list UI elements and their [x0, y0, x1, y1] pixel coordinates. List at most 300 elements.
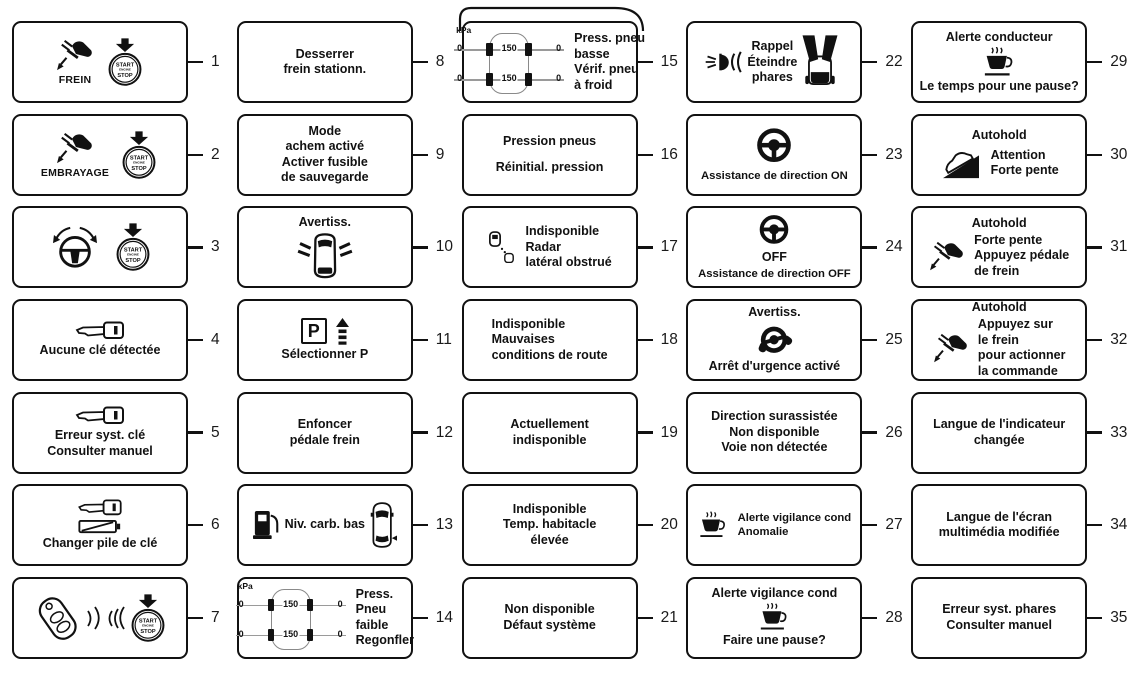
- message-text: [503, 602, 595, 633]
- callout-number: 15: [660, 53, 678, 71]
- icon-text-row: [929, 233, 1069, 280]
- callout-number: 9: [435, 145, 445, 163]
- callout-line: [638, 524, 653, 526]
- message-line: Assistance de direction ON: [700, 169, 848, 182]
- car-on-slope-icon: [940, 145, 982, 181]
- callout-line: [188, 617, 203, 619]
- message-text: [510, 417, 589, 448]
- button-text-stop: STOP: [131, 165, 147, 172]
- message-box-24: [686, 206, 862, 288]
- car-headlights-on-icon: [797, 34, 843, 90]
- message-title: Autohold: [971, 215, 1027, 230]
- callout-tag: [862, 609, 902, 627]
- callout-number: 25: [885, 330, 903, 348]
- cell-19: [462, 386, 687, 479]
- callout-tag: [188, 53, 220, 71]
- callout-line: [1087, 61, 1102, 63]
- message-box-4: [12, 299, 188, 381]
- tpms-value: 0: [238, 628, 244, 639]
- message-line: Desserrer: [295, 46, 354, 61]
- callout-line: [413, 339, 428, 341]
- message-title: Avertiss.: [298, 214, 351, 229]
- message-line: Activer fusible: [281, 154, 368, 169]
- cell-29: [911, 16, 1136, 109]
- callout-tag: [188, 609, 220, 627]
- message-box-5: [12, 392, 188, 474]
- tpms-value: 0: [556, 73, 562, 84]
- cell-2: [12, 109, 237, 202]
- callout-tag: [1087, 331, 1127, 349]
- cell-8: [237, 16, 462, 109]
- message-box-26: [686, 392, 862, 474]
- key-icon: [75, 406, 125, 426]
- callout-number: 3: [211, 238, 220, 256]
- headlight-icon: [705, 50, 747, 74]
- clutch-pedal-icon: [55, 131, 95, 165]
- tpms-value: 150: [283, 598, 299, 609]
- callout-line: [862, 431, 877, 433]
- message-text: [939, 510, 1060, 541]
- steering-wheel-unlock-icon: [47, 225, 103, 269]
- callout-number: 5: [211, 423, 220, 441]
- callout-tag: [413, 424, 453, 442]
- callout-tag: [413, 53, 445, 71]
- message-line: Temp. habitacle: [502, 517, 597, 532]
- message-line: phares: [751, 70, 793, 85]
- cell-24: [686, 201, 911, 294]
- battery-low-icon: [77, 519, 123, 534]
- message-box-25: [686, 299, 862, 381]
- button-text-engine: ENGINE: [142, 623, 154, 628]
- message-line: Changer pile de clé: [42, 535, 158, 550]
- tire-pressure-diagram: [454, 25, 564, 96]
- message-line: Appuyez pédale: [974, 248, 1070, 263]
- callout-number: 27: [885, 516, 903, 534]
- callout-line: [413, 431, 428, 433]
- tire-rear-right: [525, 73, 532, 86]
- message-line: Radar: [525, 239, 561, 254]
- callout-line: [638, 617, 653, 619]
- message-line: Actuellement: [510, 417, 589, 432]
- tire-rear-right: [307, 629, 314, 642]
- callout-number: 21: [660, 608, 678, 626]
- message-line: Direction surassistée: [711, 409, 838, 424]
- message-line: Attention: [990, 147, 1046, 162]
- callout-line: [413, 61, 428, 63]
- car-proximity-warning-icon: [297, 232, 353, 280]
- callout-number: 29: [1110, 53, 1128, 71]
- callout-tag: [862, 516, 902, 534]
- cell-7: [12, 571, 237, 664]
- callout-number: 8: [435, 53, 445, 71]
- cell-10: [237, 201, 462, 294]
- tpms-value: 0: [337, 628, 343, 639]
- steering-wheel-icon: [756, 214, 792, 248]
- message-line: Défaut système: [503, 617, 596, 632]
- coffee-cup-icon: [698, 511, 728, 539]
- message-line: Non disponible: [729, 424, 820, 439]
- cell-25: [686, 294, 911, 387]
- cell-5: [12, 386, 237, 479]
- callout-line: [1087, 154, 1102, 156]
- callout-line: [413, 246, 428, 248]
- key-icon: [75, 499, 125, 517]
- callout-number: 4: [211, 330, 220, 348]
- button-text-start: START: [115, 62, 135, 69]
- cell-23: [686, 109, 911, 202]
- callout-tag: [862, 331, 902, 349]
- callout-line: [188, 246, 203, 248]
- message-title: Avertiss.: [748, 304, 801, 319]
- callout-number: 22: [885, 53, 903, 71]
- icon-text-row: [940, 145, 1059, 181]
- message-box-27: [686, 484, 862, 566]
- callout-number: 2: [211, 145, 220, 163]
- message-line: Langue de l'indicateur: [933, 417, 1066, 432]
- callout-number: 10: [435, 238, 454, 256]
- off-label: OFF: [761, 249, 787, 264]
- message-text: [526, 224, 612, 271]
- message-line: Niv. carb. bas: [284, 517, 365, 532]
- callout-number: 19: [660, 423, 678, 441]
- message-line: achem activé: [285, 139, 365, 154]
- message-line: Alerte vigilance cond: [737, 512, 852, 525]
- start-stop-button-icon: [119, 130, 159, 180]
- callout-number: 33: [1110, 423, 1128, 441]
- message-text: [503, 502, 597, 549]
- fuel-pump-icon: [253, 508, 281, 542]
- tire-front-right: [307, 599, 314, 612]
- tpms-value: 0: [556, 43, 562, 54]
- cell-13: [237, 479, 462, 572]
- button-text-stop: STOP: [140, 628, 156, 635]
- cell-15: [456, 16, 687, 109]
- callout-tag: [638, 331, 678, 349]
- message-text: [991, 148, 1059, 179]
- message-line: Forte pente: [974, 232, 1043, 247]
- message-box-30: [911, 114, 1087, 196]
- side-radar-icon: [488, 231, 516, 263]
- steering-wheel-hands-icon: [749, 322, 799, 358]
- button-text-stop: STOP: [117, 73, 133, 80]
- callout-tag: [1087, 424, 1127, 442]
- message-line: Éteindre: [747, 54, 798, 69]
- message-line: Regonfler: [355, 633, 414, 648]
- tpms-value: 150: [501, 43, 517, 54]
- callout-line: [638, 154, 653, 156]
- message-box-6: [12, 484, 188, 566]
- tpms-value: 150: [501, 73, 517, 84]
- message-line: Consulter manuel: [47, 443, 153, 458]
- callout-number: 12: [435, 423, 454, 441]
- message-line: pour actionner: [977, 348, 1066, 363]
- message-line: Mode: [308, 123, 342, 138]
- message-text: [711, 409, 837, 456]
- callout-tag: [188, 331, 220, 349]
- message-box-2: [12, 114, 188, 196]
- message-title: Autohold: [971, 300, 1027, 315]
- callout-line: [862, 61, 877, 63]
- callout-number: 23: [885, 145, 903, 163]
- message-box-19: [462, 392, 638, 474]
- cell-11: [237, 294, 462, 387]
- message-line: changée: [973, 432, 1025, 447]
- callout-tag: [413, 516, 453, 534]
- message-box-28: [686, 577, 862, 659]
- callout-line: [188, 154, 203, 156]
- callout-number: 35: [1110, 608, 1128, 626]
- steering-wheel-icon: [754, 127, 794, 167]
- cell-9: [237, 109, 462, 202]
- message-text: [747, 39, 797, 86]
- message-line: frein stationn.: [283, 62, 367, 77]
- callout-number: 1: [211, 53, 220, 71]
- tpms-value: 0: [457, 43, 463, 54]
- callout-number: 13: [435, 516, 454, 534]
- callout-line: [1087, 339, 1102, 341]
- callout-tag: [862, 238, 902, 256]
- tire-front-left: [268, 599, 275, 612]
- button-text-engine: ENGINE: [133, 160, 145, 165]
- shift-up-arrow-icon: [336, 318, 349, 345]
- message-line: Press. pneu: [574, 31, 646, 46]
- cell-32: [911, 294, 1136, 387]
- callout-tag: [188, 516, 220, 534]
- message-line: Indisponible: [512, 501, 587, 516]
- callout-line: [1087, 246, 1102, 248]
- message-line: pédale frein: [289, 432, 360, 447]
- tpms-unit: kPa: [237, 580, 253, 591]
- message-box-21: [462, 577, 638, 659]
- cell-35: [911, 571, 1136, 664]
- message-box-13: [237, 484, 413, 566]
- message-line: Consulter manuel: [946, 617, 1052, 632]
- callout-tag: [413, 609, 453, 627]
- message-line: Aucune clé détectée: [39, 343, 161, 358]
- message-line: Appuyez sur: [977, 317, 1053, 332]
- message-line: Indisponible: [491, 316, 566, 331]
- tpms-value: 0: [457, 73, 463, 84]
- tire-rear-left: [486, 73, 493, 86]
- callout-line: [862, 339, 877, 341]
- message-line: de frein: [974, 263, 1020, 278]
- coffee-cup-icon: [982, 47, 1016, 77]
- brake-pedal-icon: [55, 38, 95, 72]
- message-box-16: [462, 114, 638, 196]
- message-text: [290, 417, 360, 448]
- brake-pedal-icon: [929, 240, 965, 272]
- cell-16: [462, 109, 687, 202]
- callout-line: [1087, 617, 1102, 619]
- cell-17: [462, 201, 687, 294]
- message-text: [574, 31, 645, 93]
- message-line: Non disponible: [504, 602, 595, 617]
- message-line: Faire une pause?: [722, 633, 826, 648]
- message-line: basse: [574, 46, 610, 61]
- callout-number: 17: [660, 238, 678, 256]
- callout-number: 32: [1110, 330, 1128, 348]
- message-text: [974, 233, 1069, 280]
- message-box-35: [911, 577, 1087, 659]
- callout-number: 7: [211, 608, 220, 626]
- park-icon: P: [301, 318, 327, 344]
- callout-number: 28: [885, 608, 903, 626]
- message-text: [47, 428, 153, 459]
- callout-tag: [1087, 238, 1127, 256]
- message-title: Autohold: [971, 128, 1027, 143]
- message-line: latéral obstrué: [525, 255, 612, 270]
- message-text: [283, 47, 366, 78]
- cell-26: [686, 386, 911, 479]
- message-box-18: [462, 299, 638, 381]
- message-line: Erreur syst. phares: [942, 602, 1057, 617]
- callout-tag: [638, 424, 678, 442]
- tire-front-left: [486, 43, 493, 56]
- callout-tag: [413, 146, 445, 164]
- callout-line: [413, 524, 428, 526]
- callout-number: 6: [211, 516, 220, 534]
- callout-number: 18: [660, 330, 678, 348]
- pedal-label: FREIN: [58, 74, 92, 87]
- message-box-12: [237, 392, 413, 474]
- icon-text-row: [933, 317, 1066, 379]
- cell-18: [462, 294, 687, 387]
- message-line: Arrêt d'urgence activé: [708, 359, 841, 374]
- message-box-22: [686, 21, 862, 103]
- callout-number: 30: [1110, 145, 1128, 163]
- cell-33: [911, 386, 1136, 479]
- callout-tag: [413, 331, 452, 349]
- message-title: Alerte vigilance cond: [711, 586, 838, 601]
- message-text: [281, 124, 369, 186]
- message-line: Pression pneus: [503, 133, 597, 148]
- cell-27: [686, 479, 911, 572]
- callout-line: [413, 154, 428, 156]
- message-line: faible: [355, 617, 389, 632]
- message-line: Anomalie: [737, 526, 789, 539]
- callout-number: 26: [885, 423, 903, 441]
- callout-number: 14: [435, 608, 454, 626]
- message-box-33: [911, 392, 1087, 474]
- pedal-group: [41, 131, 109, 179]
- cell-4: [12, 294, 237, 387]
- callout-tag: [1087, 53, 1127, 71]
- message-line: élevée: [530, 532, 569, 547]
- message-text: [978, 317, 1066, 379]
- message-box-31: [911, 206, 1087, 288]
- message-line: indisponible: [512, 432, 587, 447]
- button-text-stop: STOP: [125, 258, 141, 265]
- callout-line: [413, 617, 428, 619]
- message-line: Enfoncer: [297, 417, 352, 432]
- cell-6: [12, 479, 237, 572]
- key-icon: [75, 321, 125, 341]
- tpms-value: 0: [238, 598, 244, 609]
- button-text-start: START: [129, 155, 149, 162]
- callout-tag: [1087, 516, 1127, 534]
- car-top-view-icon: [369, 498, 397, 552]
- start-stop-button-icon: [105, 37, 145, 87]
- message-box-15: [456, 21, 646, 103]
- callout-number: 24: [885, 238, 903, 256]
- callout-tag: [188, 238, 220, 256]
- message-line: Erreur syst. clé: [54, 428, 146, 443]
- cell-14: [237, 571, 462, 664]
- message-line: Press.: [355, 586, 394, 601]
- message-line: la commande: [977, 363, 1058, 378]
- start-stop-button-icon: [128, 593, 168, 643]
- button-text-engine: ENGINE: [119, 67, 131, 72]
- start-stop-button-icon: [113, 222, 153, 272]
- message-text: [738, 511, 852, 539]
- message-box-32: [911, 299, 1087, 381]
- callout-tag: [862, 146, 902, 164]
- message-line: Forte pente: [990, 163, 1059, 178]
- message-line: à froid: [574, 77, 613, 92]
- cell-22: [686, 16, 911, 109]
- message-box-3: [12, 206, 188, 288]
- message-line: Voie non détectée: [721, 440, 828, 455]
- park-select-icon-group: [301, 318, 349, 345]
- message-text: [942, 602, 1056, 633]
- message-box-20: [462, 484, 638, 566]
- tpms-value: 150: [283, 628, 299, 639]
- callout-tag: [638, 238, 678, 256]
- callout-line: [1087, 524, 1102, 526]
- callout-tag: [1087, 146, 1127, 164]
- cell-30: [911, 109, 1136, 202]
- button-text-engine: ENGINE: [127, 252, 139, 257]
- message-box-29: [911, 21, 1087, 103]
- message-line: Sélectionner P: [281, 346, 369, 361]
- message-box-9: [237, 114, 413, 196]
- callout-number: 31: [1110, 238, 1128, 256]
- callout-number: 34: [1110, 516, 1128, 534]
- message-text: [356, 587, 414, 649]
- callout-tag: [862, 424, 902, 442]
- messages-grid: [12, 16, 1136, 664]
- callout-tag: [638, 146, 678, 164]
- callout-line: [188, 339, 203, 341]
- callout-line: [188, 524, 203, 526]
- cell-20: [462, 479, 687, 572]
- message-line: Le temps pour une pause?: [919, 79, 1079, 94]
- cell-31: [911, 201, 1136, 294]
- callout-line: [862, 246, 877, 248]
- message-title: Alerte conducteur: [945, 30, 1053, 45]
- message-box-7: [12, 577, 188, 659]
- message-line: Mauvaises: [491, 332, 555, 347]
- message-line: de sauvegarde: [281, 170, 369, 185]
- button-text-start: START: [123, 247, 143, 254]
- radio-waves-icon: [88, 607, 99, 629]
- message-box-14: [237, 577, 413, 659]
- message-line: Réinitial. pression: [495, 160, 604, 175]
- key-fob-icon: [32, 592, 128, 644]
- callout-line: [638, 246, 653, 248]
- tire-rear-left: [268, 629, 275, 642]
- callout-number: 11: [435, 330, 452, 348]
- message-line: Indisponible: [525, 224, 600, 239]
- pedal-label: EMBRAYAGE: [40, 166, 110, 179]
- message-text: [496, 134, 604, 176]
- message-box-11: [237, 299, 413, 381]
- callout-line: [862, 617, 877, 619]
- callout-line: [1087, 431, 1102, 433]
- callout-line: [188, 61, 203, 63]
- callout-line: [862, 524, 877, 526]
- message-box-8: [237, 21, 413, 103]
